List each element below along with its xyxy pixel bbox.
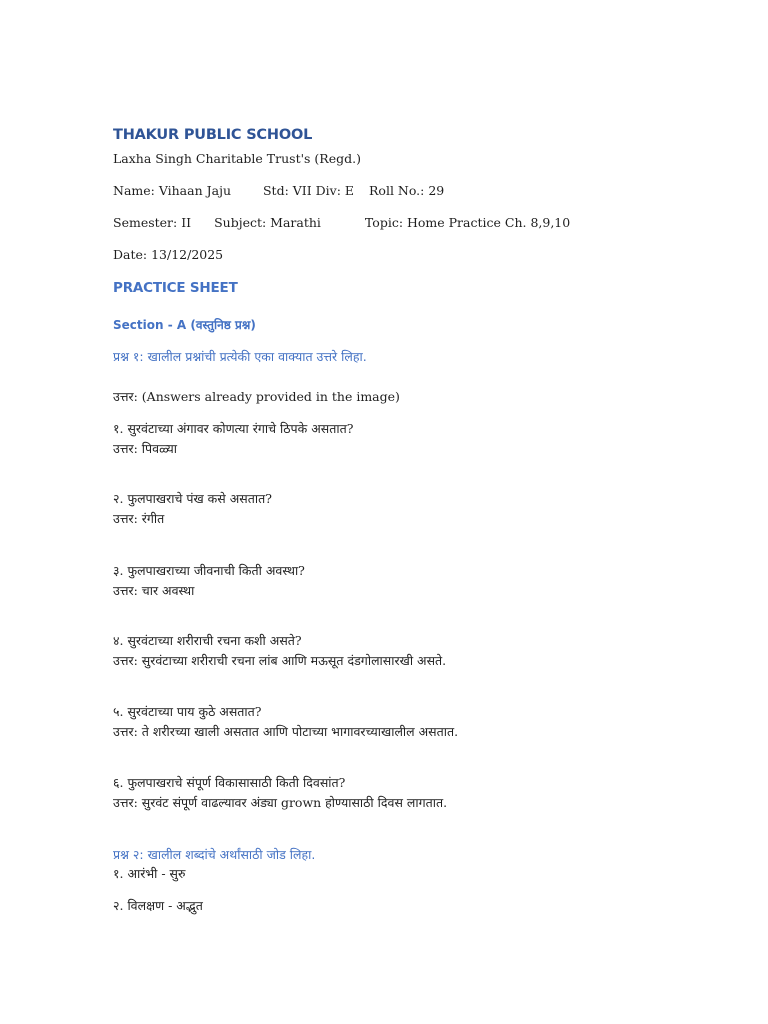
answer-note-text: (Answers already provided in the image) xyxy=(137,389,400,404)
question-item-6: ६. फुलपाखराचे संपूर्ण विकासासाठी किती दिवसांत? xyxy=(113,775,346,790)
answer-item-5: उत्तर: ते शरीरच्या खाली असतात आणि पोटाच्या भागावरच्याखालील असतात. xyxy=(113,724,459,739)
question-1-heading: प्रश्न १: खालील प्रश्नांची प्रत्येकी एका वाक्यात उत्तरे लिहा. xyxy=(113,349,367,364)
answer-item-1: उत्तर: पिवळ्या xyxy=(113,441,177,456)
section-a-title: Section - A (वस्तुनिष्ठ प्रश्न) xyxy=(113,318,256,332)
word-meaning-item-2: २. विलक्षण - अद्भुत xyxy=(113,898,203,913)
question-item-5: ५. सुरवंटाच्या पाय कुठे असतात? xyxy=(113,704,262,719)
answer-item-2: उत्तर: रंगीत xyxy=(113,511,165,526)
student-name: Name: Vihaan Jaju xyxy=(113,183,231,198)
word-meaning-item-1: १. आरंभी - सुरु xyxy=(113,866,186,881)
sheet-title: PRACTICE SHEET xyxy=(113,280,238,296)
answer-note xyxy=(113,388,400,405)
roll-number: Roll No.: 29 xyxy=(369,183,445,198)
question-item-1: १. सुरवंटाच्या अंगावर कोणत्या रंगाचे ठिपके असतात? xyxy=(113,421,354,436)
question-2-heading: प्रश्न २: खालील शब्दांचे अर्थांसाठी जोड लिहा. xyxy=(113,847,316,862)
semester: Semester: II xyxy=(113,215,192,230)
trust-name: Laxha Singh Charitable Trust's (Regd.) xyxy=(113,151,361,166)
question-item-4: ४. सुरवंटाच्या शरीराची रचना कशी असते? xyxy=(113,633,302,648)
student-info-row xyxy=(113,183,444,198)
subject: Subject: Marathi xyxy=(214,215,321,230)
std-div: Std: VII Div: E xyxy=(262,183,355,198)
school-name: THAKUR PUBLIC SCHOOL xyxy=(113,127,313,143)
question-item-3: ३. फुलपाखराच्या जीवनाची किती अवस्था? xyxy=(113,563,305,578)
answer-item-6: उत्तर: सुरवंट संपूर्ण वाढल्यावर अंड्या grown होण्यासाठी दिवस लागतात. xyxy=(113,795,448,810)
question-item-2: २. फुलपाखराचे पंख कसे असतात? xyxy=(113,491,272,506)
topic: Topic: Home Practice Ch. 8,9,10 xyxy=(364,215,571,230)
date: Date: 13/12/2025 xyxy=(113,247,224,262)
answer-note-label: उत्तर: xyxy=(113,389,138,404)
answer-item-3: उत्तर: चार अवस्था xyxy=(113,583,195,598)
course-info-row xyxy=(113,215,570,230)
answer-item-4: उत्तर: सुरवंटाच्या शरीराची रचना लांब आणि मऊसूत दंडगोलासारखी असते. xyxy=(113,653,447,668)
